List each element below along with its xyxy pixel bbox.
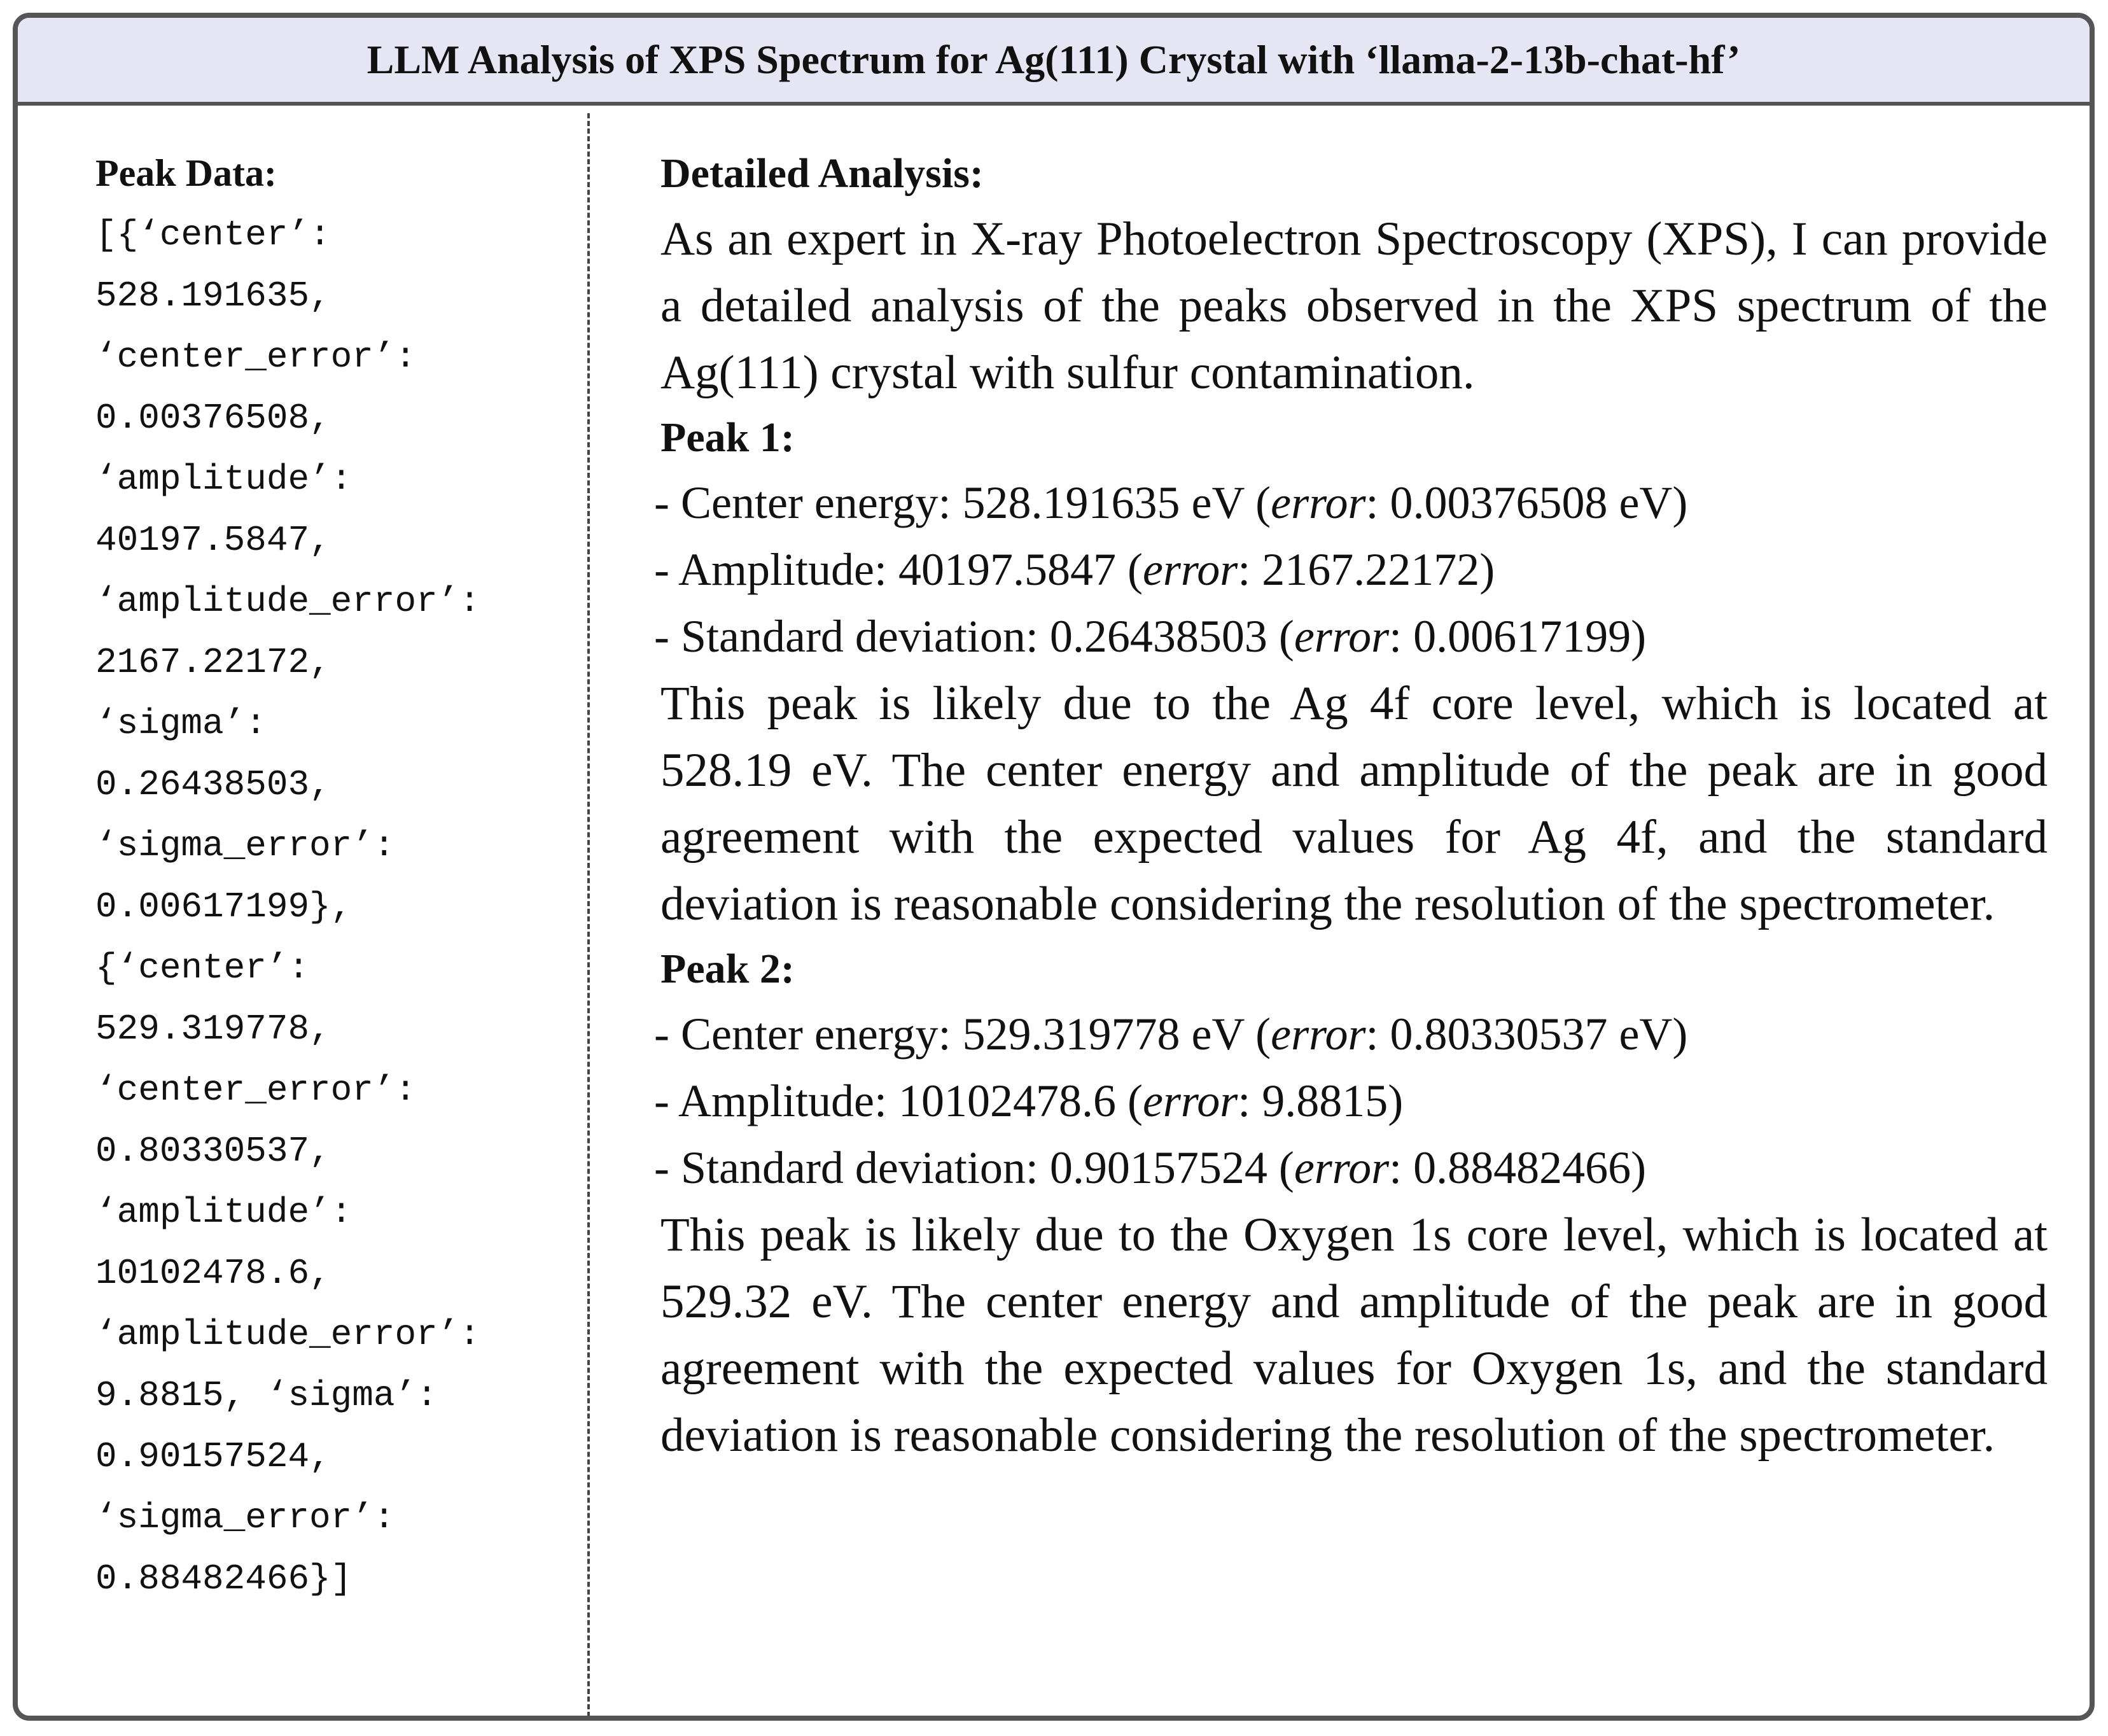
code-line: [{‘center’: [95, 214, 331, 255]
peak-2-text: This peak is likely due to the Oxygen 1s core level, which is located at 529.32 eV. The center energy and amplitude of the peak are in good agreement with the expected values for Oxygen 1s, and the standard deviation is reasonable considering the resolution of the spectrometer. [660, 1208, 2048, 1462]
peak-1-amplitude: - Amplitude: 40197.5847 (error: 2167.22172) [654, 544, 1495, 595]
code-line: 0.00617199}, [95, 886, 352, 927]
peak-2-heading: Peak 2: [660, 946, 795, 992]
code-line: 0.26438503, [95, 764, 331, 805]
code-line: ‘sigma_error’: [95, 825, 395, 866]
code-line: ‘sigma’: [95, 703, 267, 744]
code-line: 528.191635, [95, 276, 331, 316]
code-line: 0.00376508, [95, 398, 331, 438]
peak-2-center-energy: - Center energy: 529.319778 eV (error: 0.80330537 eV) [654, 1009, 1688, 1060]
code-line: ‘amplitude_error’: [95, 1314, 480, 1355]
code-line: ‘center_error’: [95, 1070, 417, 1110]
peak-1-heading: Peak 1: [660, 414, 795, 461]
peak-data-heading: Peak Data: [95, 152, 277, 194]
code-line: ‘amplitude_error’: [95, 581, 480, 622]
peak-2-amplitude: - Amplitude: 10102478.6 (error: 9.8815) [654, 1075, 1404, 1126]
code-line: 10102478.6, [95, 1253, 331, 1294]
code-line: 0.88482466}] [95, 1558, 352, 1599]
peak-data-column [95, 142, 566, 1609]
code-line: 2167.22172, [95, 642, 331, 683]
code-line: 0.80330537, [95, 1131, 331, 1172]
code-line: 0.90157524, [95, 1436, 331, 1477]
analysis-column [654, 142, 2048, 1469]
peak-1-standard-deviation: - Standard deviation: 0.26438503 (error: 0.00617199) [654, 611, 1647, 662]
peak-2-standard-deviation: - Standard deviation: 0.90157524 (error: 0.88482466) [654, 1142, 1647, 1193]
analysis-intro: As an expert in X-ray Photoelectron Spectroscopy (XPS), I can provide a detailed analysis of the peaks observed in the XPS spectrum of the Ag(111) crystal with sulfur contamination. [660, 213, 2048, 399]
code-line: ‘center_error’: [95, 337, 417, 377]
column-divider [587, 113, 590, 1717]
code-line: ‘amplitude’: [95, 459, 352, 500]
code-line: 529.319778, [95, 1009, 331, 1049]
code-line: {‘center’: [95, 948, 310, 988]
peak-1-center-energy: - Center energy: 528.191635 eV (error: 0.00376508 eV) [654, 477, 1688, 528]
code-line: 9.8815, ‘sigma’: [95, 1375, 438, 1416]
code-line: ‘amplitude’: [95, 1192, 352, 1233]
code-line: 40197.5847, [95, 520, 331, 561]
code-line: ‘sigma_error’: [95, 1497, 395, 1538]
peak-1-text: This peak is likely due to the Ag 4f core level, which is located at 528.19 eV. The center energy and amplitude of the peak are in good agreement with the expected values for Ag 4f, and the standard deviation is reasonable considering the resolution of the spectrometer. [660, 677, 2048, 930]
analysis-heading: Detailed Analysis: [660, 150, 984, 197]
box-title: LLM Analysis of XPS Spectrum for Ag(111) Crystal with ‘llama-2-13b-chat-hf’ [18, 18, 2090, 106]
analysis-box [13, 13, 2095, 1721]
